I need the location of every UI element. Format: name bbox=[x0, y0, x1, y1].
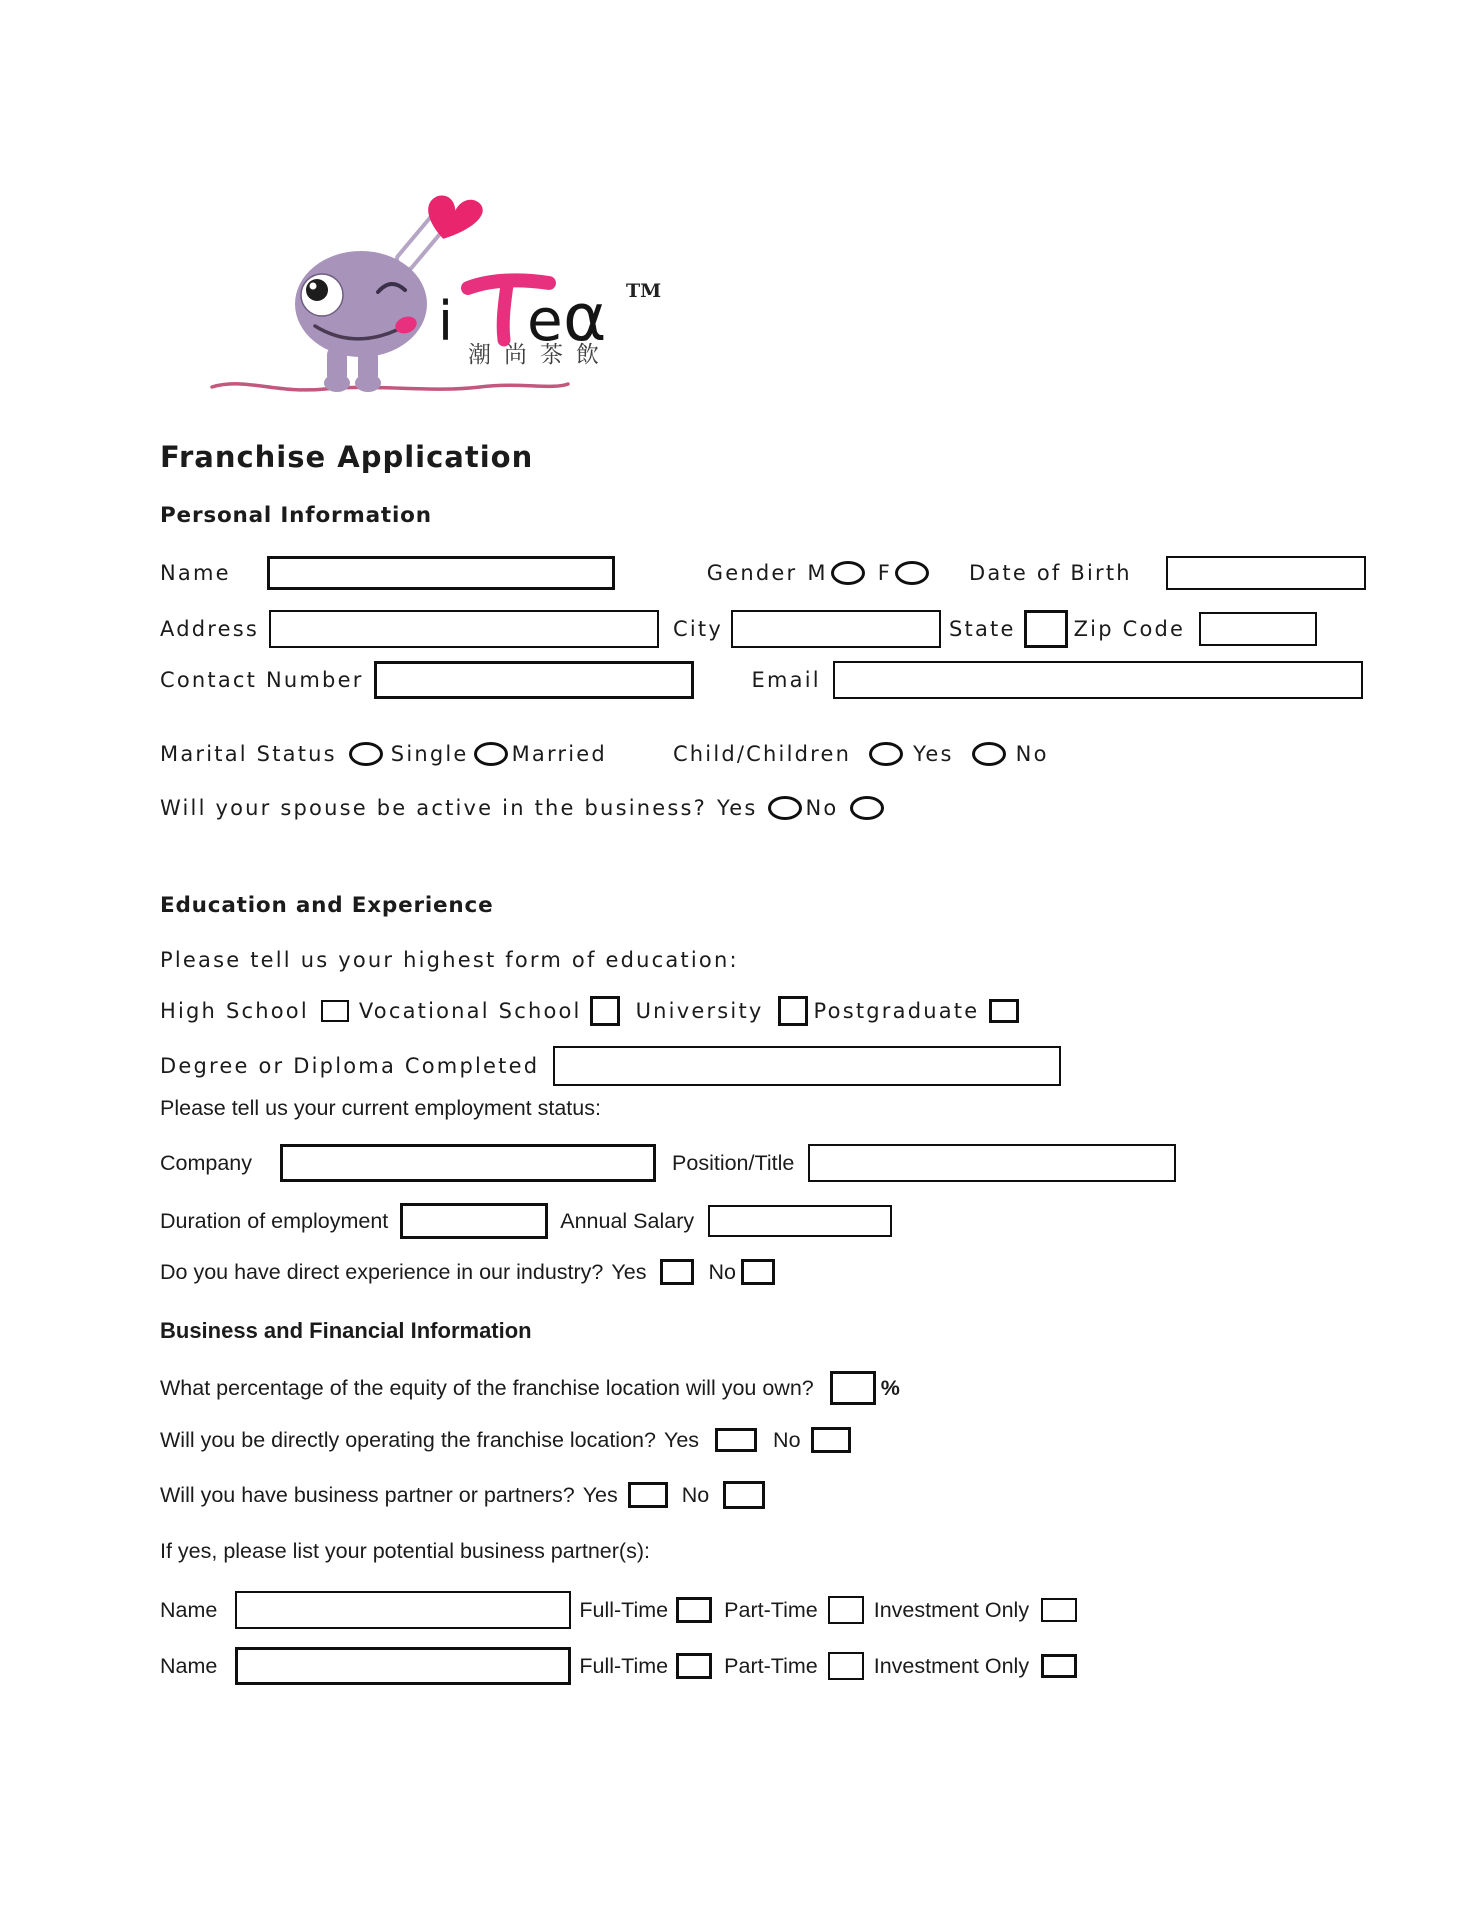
zip-input[interactable] bbox=[1199, 612, 1317, 646]
partners-intro: If yes, please list your potential business partner(s): bbox=[160, 1539, 650, 1563]
name-input[interactable] bbox=[267, 556, 615, 590]
operating-yes-checkbox[interactable] bbox=[715, 1428, 757, 1452]
partner2-name-label: Name bbox=[160, 1653, 218, 1678]
brand-letter-t-stem bbox=[503, 285, 507, 340]
state-input[interactable] bbox=[1024, 610, 1068, 648]
partner1-investment-checkbox[interactable] bbox=[1041, 1598, 1077, 1622]
high-school-checkbox[interactable] bbox=[321, 1000, 349, 1022]
partners-question-row bbox=[160, 1481, 765, 1509]
partner2-investment-label: Investment Only bbox=[873, 1653, 1030, 1678]
partner1-name-input[interactable] bbox=[235, 1591, 571, 1629]
experience-question: Do you have direct experience in our industry? bbox=[160, 1259, 604, 1284]
position-label: Position/Title bbox=[672, 1150, 795, 1175]
business-heading bbox=[160, 1318, 532, 1344]
address-label: Address bbox=[160, 617, 260, 641]
chinese-subtitle: 潮尚茶飲 bbox=[468, 342, 612, 368]
name-row bbox=[160, 556, 1366, 590]
equity-row bbox=[160, 1371, 900, 1405]
address-input[interactable] bbox=[269, 610, 659, 648]
gender-female-label: F bbox=[877, 561, 892, 585]
postgraduate-checkbox[interactable] bbox=[989, 999, 1019, 1023]
spouse-row bbox=[160, 796, 884, 820]
brand-letter-a: α bbox=[563, 279, 607, 356]
experience-no-checkbox[interactable] bbox=[741, 1259, 775, 1285]
partner-row-1 bbox=[160, 1591, 1077, 1629]
spouse-yes-label: Yes bbox=[717, 796, 758, 820]
address-row bbox=[160, 610, 1317, 648]
partner1-parttime-checkbox[interactable] bbox=[828, 1596, 864, 1624]
married-label: Married bbox=[511, 742, 607, 766]
children-label: Child/Children bbox=[672, 742, 852, 766]
employment-intro-row bbox=[160, 1096, 601, 1121]
children-no-label: No bbox=[1015, 742, 1049, 766]
education-intro-row bbox=[160, 948, 739, 972]
duration-row bbox=[160, 1203, 892, 1239]
children-no-radio[interactable] bbox=[972, 742, 1006, 766]
education-intro: Please tell us your highest form of education: bbox=[160, 948, 739, 972]
gender-male-radio[interactable] bbox=[831, 561, 865, 585]
partner2-name-input[interactable] bbox=[235, 1647, 571, 1685]
state-label: State bbox=[949, 617, 1016, 641]
name-label: Name bbox=[160, 561, 231, 585]
operating-yes-label: Yes bbox=[663, 1427, 700, 1452]
contact-row bbox=[160, 661, 1363, 699]
business-heading-text: Business and Financial Information bbox=[160, 1318, 532, 1343]
partner1-parttime-label: Part-Time bbox=[724, 1597, 818, 1622]
education-heading-text: Education and Experience bbox=[160, 893, 494, 918]
salary-label: Annual Salary bbox=[560, 1208, 695, 1233]
education-heading bbox=[160, 893, 493, 918]
duration-input[interactable] bbox=[400, 1203, 548, 1239]
percent-sign: % bbox=[880, 1375, 900, 1400]
experience-no-label: No bbox=[708, 1259, 736, 1284]
brand-letter-e: e bbox=[527, 286, 563, 354]
degree-row bbox=[160, 1046, 1061, 1086]
mascot-icon bbox=[295, 251, 427, 357]
operating-row bbox=[160, 1427, 851, 1453]
duration-label: Duration of employment bbox=[160, 1208, 389, 1233]
children-yes-radio[interactable] bbox=[869, 742, 903, 766]
trademark-label: TM bbox=[626, 280, 662, 302]
spouse-yes-radio[interactable] bbox=[768, 796, 802, 820]
equity-percent-input[interactable] bbox=[830, 1371, 876, 1405]
position-input[interactable] bbox=[808, 1144, 1176, 1182]
company-label: Company bbox=[160, 1150, 253, 1175]
partner1-fulltime-label: Full-Time bbox=[579, 1597, 669, 1622]
brand-letter-i: i bbox=[438, 290, 454, 353]
partners-question: Will you have business partner or partners? bbox=[160, 1482, 575, 1507]
partners-yes-label: Yes bbox=[582, 1482, 618, 1507]
operating-question: Will you be directly operating the franchise location? bbox=[160, 1427, 656, 1452]
partner2-parttime-checkbox[interactable] bbox=[828, 1652, 864, 1680]
company-input[interactable] bbox=[280, 1144, 656, 1182]
operating-no-label: No bbox=[773, 1427, 801, 1452]
gender-female-radio[interactable] bbox=[895, 561, 929, 585]
partner1-fulltime-checkbox[interactable] bbox=[676, 1597, 712, 1623]
single-radio[interactable] bbox=[349, 742, 383, 766]
vocational-label: Vocational School bbox=[358, 999, 582, 1023]
spouse-no-radio[interactable] bbox=[850, 796, 884, 820]
spouse-question: Will your spouse be active in the business? bbox=[160, 796, 708, 820]
page-title bbox=[160, 440, 533, 474]
experience-yes-checkbox[interactable] bbox=[660, 1259, 694, 1285]
personal-heading-text: Personal Information bbox=[160, 503, 432, 528]
partner1-name-label: Name bbox=[160, 1597, 218, 1622]
university-checkbox[interactable] bbox=[778, 996, 808, 1026]
personal-heading bbox=[160, 503, 432, 528]
married-radio[interactable] bbox=[474, 742, 508, 766]
dob-input[interactable] bbox=[1166, 556, 1366, 590]
contact-input[interactable] bbox=[374, 661, 694, 699]
university-label: University bbox=[635, 999, 764, 1023]
email-label: Email bbox=[751, 668, 821, 692]
partners-intro-row bbox=[160, 1539, 650, 1564]
contact-label: Contact Number bbox=[160, 668, 364, 692]
education-level-row bbox=[160, 996, 1019, 1026]
underline-swoosh bbox=[212, 384, 568, 390]
company-row bbox=[160, 1144, 1176, 1182]
equity-question: What percentage of the equity of the franchise location will you own? bbox=[160, 1375, 814, 1400]
high-school-label: High School bbox=[160, 999, 309, 1023]
partner1-investment-label: Investment Only bbox=[873, 1597, 1030, 1622]
spouse-no-label: No bbox=[805, 796, 839, 820]
page-title-text: Franchise Application bbox=[160, 440, 534, 474]
itea-logo bbox=[200, 156, 670, 401]
partners-no-label: No bbox=[681, 1482, 710, 1507]
experience-row bbox=[160, 1259, 775, 1285]
zip-label: Zip Code bbox=[1073, 617, 1186, 641]
city-input[interactable] bbox=[731, 610, 941, 648]
partners-no-checkbox[interactable] bbox=[723, 1481, 765, 1509]
marital-label: Marital Status bbox=[160, 742, 337, 766]
postgraduate-label: Postgraduate bbox=[813, 999, 980, 1023]
operating-no-checkbox[interactable] bbox=[811, 1427, 851, 1453]
single-label: Single bbox=[390, 742, 469, 766]
experience-yes-label: Yes bbox=[611, 1259, 647, 1284]
degree-label: Degree or Diploma Completed bbox=[160, 1054, 540, 1078]
city-label: City bbox=[673, 617, 723, 641]
partner2-investment-checkbox[interactable] bbox=[1041, 1654, 1077, 1678]
salary-input[interactable] bbox=[708, 1205, 892, 1237]
partner2-fulltime-checkbox[interactable] bbox=[676, 1653, 712, 1679]
degree-input[interactable] bbox=[553, 1046, 1061, 1086]
employment-intro: Please tell us your current employment status: bbox=[160, 1096, 601, 1120]
vocational-checkbox[interactable] bbox=[590, 996, 620, 1026]
partner2-parttime-label: Part-Time bbox=[724, 1653, 818, 1678]
partner-row-2 bbox=[160, 1647, 1077, 1685]
itea-wordmark bbox=[438, 279, 661, 368]
children-yes-label: Yes bbox=[913, 742, 954, 766]
gender-male-label: M bbox=[807, 561, 828, 585]
marital-row bbox=[160, 742, 1049, 766]
gender-label: Gender bbox=[706, 561, 798, 585]
email-input[interactable] bbox=[833, 661, 1363, 699]
partner2-fulltime-label: Full-Time bbox=[579, 1653, 669, 1678]
dob-label: Date of Birth bbox=[968, 561, 1132, 585]
partners-yes-checkbox[interactable] bbox=[628, 1482, 668, 1508]
